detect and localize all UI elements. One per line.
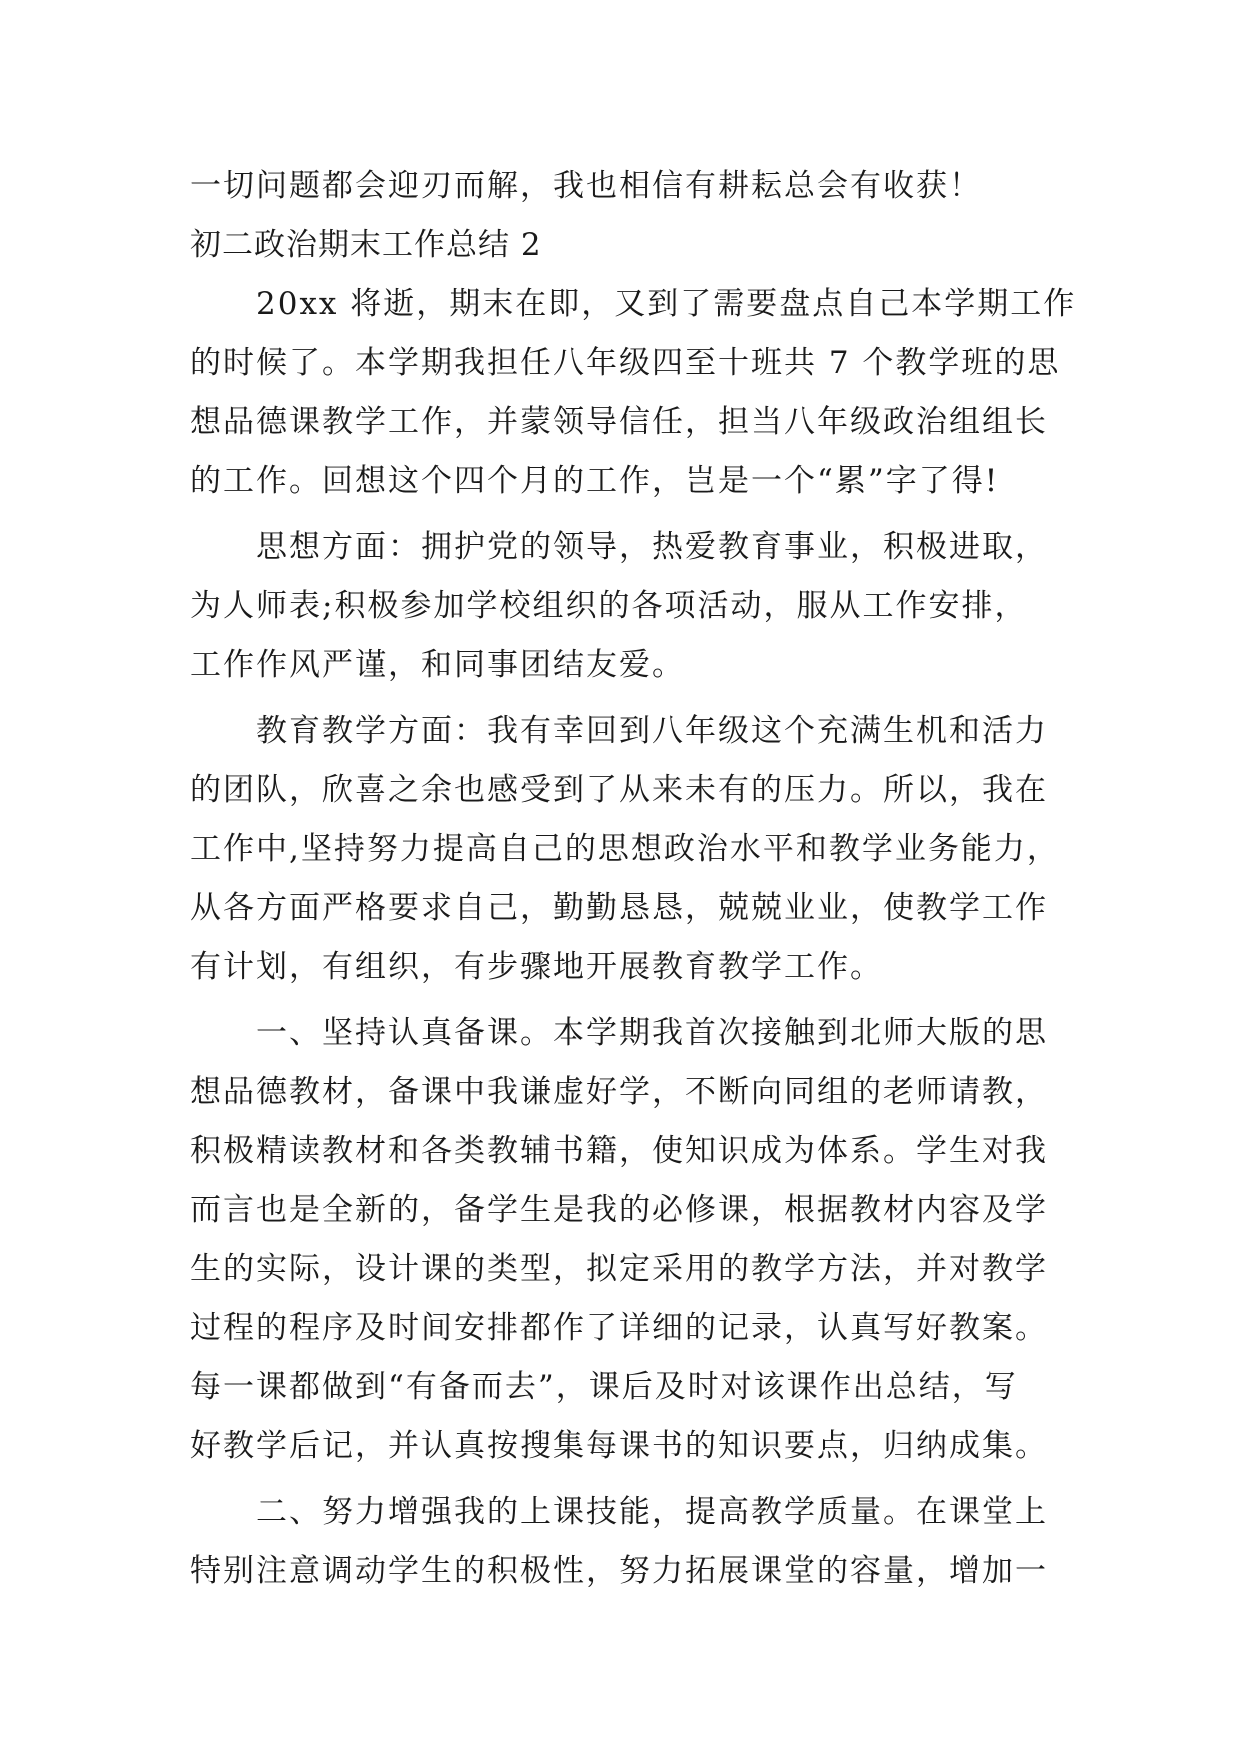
paragraph-line: 的时候了。本学期我担任八年级四至十班共 7 个教学班的思 <box>190 345 1061 381</box>
paragraph-lesson-prep <box>190 1004 1070 1476</box>
paragraph-line: 为人师表;积极参加学校组织的各项活动，服从工作安排， <box>190 588 1028 624</box>
paragraph-line: 生的实际，设计课的类型，拟定采用的教学方法，并对教学 <box>190 1251 1048 1287</box>
paragraph-line: 过程的程序及时间安排都作了详细的记录，认真写好教案。 <box>190 1310 1048 1346</box>
paragraph-line: 想品德课教学工作，并蒙领导信任，担当八年级政治组组长 <box>190 404 1048 440</box>
paragraph-line: 想品德教材，备课中我谦虚好学，不断向同组的老师请教， <box>190 1074 1048 1110</box>
paragraph-line: 从各方面严格要求自己，勤勤恳恳，兢兢业业，使教学工作 <box>190 890 1048 926</box>
paragraph-line: 的工作。回想这个四个月的工作，岂是一个“累”字了得! <box>190 463 1000 499</box>
paragraph-line: 而言也是全新的，备学生是我的必修课，根据教材内容及学 <box>190 1192 1048 1228</box>
paragraph-line: 每一课都做到“有备而去”，课后及时对该课作出总结，写 <box>190 1369 1018 1405</box>
document-body <box>190 157 1077 1601</box>
paragraph-line: 20xx 将逝，期末在即，又到了需要盘点自己本学期工作 <box>256 286 1077 322</box>
paragraph-line: 积极精读教材和各类教辅书籍，使知识成为体系。学生对我 <box>190 1133 1048 1169</box>
paragraph-teaching <box>190 702 1070 997</box>
paragraph-line: 工作中,坚持努力提高自己的思想政治水平和教学业务能力， <box>190 831 1060 867</box>
paragraph-line: 有计划，有组织，有步骤地开展教育教学工作。 <box>190 949 883 985</box>
paragraph-intro <box>190 275 1077 511</box>
paragraph-class-skills <box>190 1483 1070 1601</box>
section-title: 初二政治期末工作总结 2 <box>190 227 542 263</box>
paragraph-line: 的团队，欣喜之余也感受到了从来未有的压力。所以，我在 <box>190 772 1048 808</box>
paragraph-line: 好教学后记，并认真按搜集每课书的知识要点，归纳成集。 <box>190 1428 1048 1464</box>
paragraph-line: 思想方面：拥护党的领导，热爱教育事业，积极进取， <box>256 529 1048 565</box>
paragraph-line: 工作作风严谨，和同事团结友爱。 <box>190 647 685 683</box>
paragraph-line: 教育教学方面：我有幸回到八年级这个充满生机和活力 <box>256 713 1048 749</box>
paragraph-ideology <box>190 518 1070 695</box>
paragraph-line: 特别注意调动学生的积极性，努力拓展课堂的容量，增加一 <box>190 1553 1048 1589</box>
paragraph-line: 一、坚持认真备课。本学期我首次接触到北师大版的思 <box>256 1015 1048 1051</box>
paragraph-line: 二、努力增强我的上课技能，提高教学质量。在课堂上 <box>256 1494 1048 1530</box>
carryover-line: 一切问题都会迎刃而解，我也相信有耕耘总会有收获！ <box>190 168 982 204</box>
